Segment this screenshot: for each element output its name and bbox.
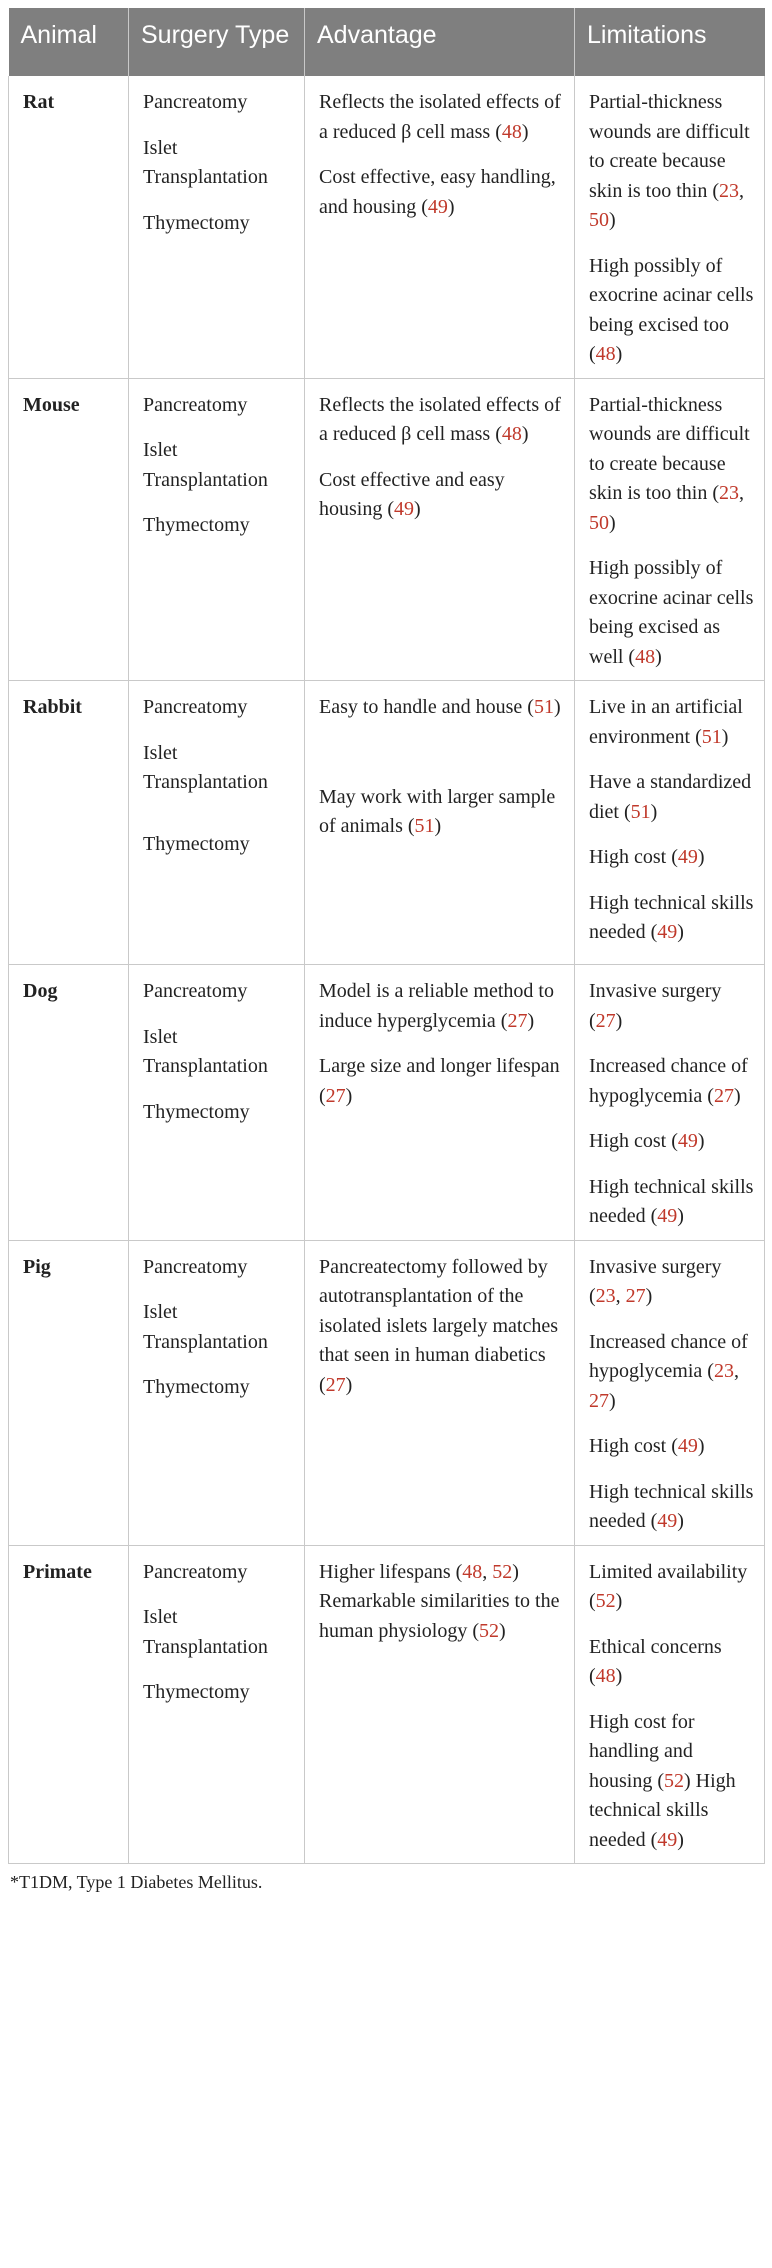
reference-link[interactable]: 51 <box>414 815 435 837</box>
text-segment: ) <box>615 343 623 365</box>
text-segment: ) <box>609 1389 616 1412</box>
table-footnote: *T1DM, Type 1 Diabetes Mellitus. <box>10 1872 263 1892</box>
reference-link[interactable]: 52 <box>664 1769 684 1792</box>
limitation-paragraph <box>589 843 754 873</box>
text-segment: Large size and longer lifespan ( <box>319 1055 560 1107</box>
limitation-paragraph <box>589 1052 754 1111</box>
limitations-cell <box>575 1240 765 1545</box>
animal-surgery-table <box>8 8 765 1864</box>
reference-link[interactable]: 52 <box>492 1560 513 1583</box>
advantage-paragraph <box>319 466 564 525</box>
reference-link[interactable]: 27 <box>713 1084 734 1107</box>
surgery-type-cell <box>129 965 305 1241</box>
reference-link[interactable]: 51 <box>701 725 722 748</box>
text-segment: Pancreatectomy followed by autotransplantation of the isolated islets largely matches that seen in human diabetics ( <box>319 1255 559 1396</box>
surgery-type-item: Pancreatomy <box>143 91 248 113</box>
text-segment: ) <box>499 1619 506 1642</box>
text-segment: Live in an artificial environment ( <box>589 696 743 748</box>
text-segment: ) <box>345 1373 353 1396</box>
reference-link[interactable]: 23 <box>719 482 740 504</box>
text-segment: Increased chance of hypoglycemia ( <box>589 1055 748 1107</box>
text-segment: ) <box>615 1590 623 1612</box>
table-row <box>9 965 765 1241</box>
surgery-type-cell <box>129 1545 305 1864</box>
reference-link[interactable]: 27 <box>507 1009 528 1032</box>
advantage-cell <box>305 965 575 1241</box>
table-row <box>9 378 765 681</box>
text-segment: Higher lifespans ( <box>319 1560 463 1583</box>
surgery-type-cell <box>129 378 305 681</box>
advantage-paragraph <box>319 1052 564 1111</box>
limitation-paragraph <box>589 391 754 539</box>
text-segment: ) <box>677 1828 684 1851</box>
text-segment: Cost effective and easy housing ( <box>319 468 505 520</box>
table-row <box>9 1240 765 1545</box>
text-segment: , <box>482 1560 493 1583</box>
surgery-type-item: Thymectomy <box>143 1681 250 1703</box>
text-segment: , <box>739 179 745 202</box>
text-segment: , <box>733 1360 739 1382</box>
text-segment: Increased chance of hypoglycemia ( <box>589 1330 748 1382</box>
reference-link[interactable]: 52 <box>595 1590 616 1612</box>
advantage-cell <box>305 1240 575 1545</box>
limitations-cell <box>575 681 765 965</box>
surgery-type-item: Thymectomy <box>143 1100 250 1123</box>
text-segment: ) <box>645 1285 653 1307</box>
text-segment: High cost ( <box>589 846 678 868</box>
reference-link[interactable]: 27 <box>325 1084 346 1107</box>
text-segment: ) <box>697 1130 705 1152</box>
text-segment: ) <box>721 725 729 748</box>
limitation-paragraph <box>589 1432 754 1462</box>
advantage-cell <box>305 378 575 681</box>
limitation-paragraph <box>589 1253 754 1312</box>
surgery-type-cell <box>129 1240 305 1545</box>
text-segment: ) <box>733 1084 741 1107</box>
surgery-type-item: Islet Transplantation <box>143 1606 268 1658</box>
limitation-paragraph <box>589 1478 754 1537</box>
text-segment: , <box>739 482 745 504</box>
text-segment: High cost ( <box>589 1130 678 1152</box>
text-segment: Have a standardized diet ( <box>589 771 752 823</box>
table-body <box>9 76 765 1864</box>
advantage-paragraph <box>319 783 564 842</box>
reference-link[interactable]: 48 <box>595 343 616 365</box>
reference-link[interactable]: 49 <box>677 1435 698 1457</box>
surgery-type-item: Pancreatomy <box>143 1560 248 1583</box>
text-segment: High technical skills needed ( <box>589 1480 754 1532</box>
text-segment: ) <box>677 1510 684 1532</box>
advantage-paragraph <box>319 693 564 723</box>
limitation-paragraph <box>589 1127 754 1157</box>
reference-link[interactable]: 48 <box>501 120 522 143</box>
reference-link[interactable]: 48 <box>462 1560 483 1583</box>
text-segment: ) <box>345 1084 353 1107</box>
reference-link[interactable]: 49 <box>427 195 448 218</box>
reference-link[interactable]: 52 <box>479 1619 499 1642</box>
advantage-cell <box>305 76 575 378</box>
limitation-paragraph <box>589 88 754 236</box>
reference-link[interactable]: 51 <box>630 800 651 823</box>
limitation-paragraph <box>589 252 754 370</box>
advantage-paragraph <box>319 1558 564 1647</box>
limitations-cell <box>575 965 765 1241</box>
text-segment: ) <box>609 511 616 534</box>
limitations-cell <box>575 378 765 681</box>
text-segment: ) <box>521 120 529 143</box>
surgery-type-item: Thymectomy <box>143 514 250 536</box>
reference-link[interactable]: 50 <box>589 209 609 231</box>
surgery-type-item: Islet Transplantation <box>143 1301 268 1353</box>
text-segment: Invasive surgery ( <box>589 1255 722 1307</box>
reference-link[interactable]: 23 <box>595 1285 616 1307</box>
text-segment: Reflects the isolated effects of a reduced β cell mass ( <box>319 91 561 143</box>
text-segment: ) <box>650 800 658 823</box>
header-animal: Animal <box>9 8 129 76</box>
text-segment: ) <box>677 921 684 943</box>
surgery-type-item: Thymectomy <box>143 211 250 234</box>
text-segment: ) High technical skills needed ( <box>589 1769 736 1851</box>
animal-cell: Dog <box>9 965 129 1241</box>
header-row <box>9 8 765 76</box>
surgery-type-item: Pancreatomy <box>143 980 248 1002</box>
text-segment: High possibly of exocrine acinar cells being excised as well ( <box>589 557 754 668</box>
surgery-type-item: Pancreatomy <box>143 393 248 416</box>
limitation-paragraph <box>589 1328 754 1417</box>
animal-cell: Rabbit <box>9 681 129 965</box>
text-segment: High cost for handling and housing ( <box>589 1710 695 1792</box>
animal-cell: Rat <box>9 76 129 378</box>
limitation-paragraph <box>589 1633 754 1692</box>
advantage-paragraph <box>319 88 564 147</box>
text-segment: High technical skills needed ( <box>589 1175 754 1227</box>
text-segment: Model is a reliable method to induce hyperglycemia ( <box>319 980 554 1032</box>
text-segment: ) <box>521 423 529 445</box>
surgery-type-item: Pancreatomy <box>143 1255 248 1278</box>
text-segment: ) <box>553 696 561 718</box>
text-segment: High possibly of exocrine acinar cells being excised too ( <box>589 254 754 365</box>
surgery-type-item: Islet Transplantation <box>143 741 268 793</box>
table-container <box>8 8 764 1893</box>
reference-link[interactable]: 49 <box>394 498 414 520</box>
surgery-type-item: Islet Transplantation <box>143 439 268 491</box>
text-segment: High technical skills needed ( <box>589 891 754 943</box>
text-segment: ) <box>609 209 616 231</box>
text-segment: ) <box>697 1435 705 1457</box>
limitation-paragraph <box>589 1173 754 1232</box>
reference-link[interactable]: 27 <box>589 1389 609 1412</box>
animal-cell: Pig <box>9 1240 129 1545</box>
surgery-type-cell <box>129 681 305 965</box>
animal-cell: Mouse <box>9 378 129 681</box>
reference-link[interactable]: 51 <box>533 696 554 718</box>
surgery-type-item: Islet Transplantation <box>143 1025 268 1077</box>
text-segment: May work with larger sample of animals ( <box>319 785 556 837</box>
advantage-cell <box>305 1545 575 1864</box>
surgery-type-item: Thymectomy <box>143 1376 250 1398</box>
reference-link[interactable]: 48 <box>501 423 522 445</box>
reference-link[interactable]: 27 <box>595 1009 616 1032</box>
reference-link[interactable]: 27 <box>625 1285 646 1307</box>
surgery-type-item: Thymectomy <box>143 832 250 855</box>
text-segment: Ethical concerns ( <box>589 1635 722 1687</box>
reference-link[interactable]: 49 <box>677 1130 698 1152</box>
advantage-cell <box>305 681 575 965</box>
text-segment: Easy to handle and house ( <box>319 696 534 718</box>
text-segment: ) Remarkable similarities to the human physiology ( <box>319 1560 560 1642</box>
reference-link[interactable]: 23 <box>719 179 740 202</box>
text-segment: ) <box>697 846 705 868</box>
text-segment: ) <box>655 645 662 668</box>
header-advantage: Advantage <box>305 8 575 76</box>
reference-link[interactable]: 49 <box>677 846 698 868</box>
text-segment: , <box>615 1285 626 1307</box>
text-segment: Invasive surgery ( <box>589 980 722 1032</box>
advantage-paragraph <box>319 977 564 1036</box>
animal-cell: Primate <box>9 1545 129 1864</box>
text-segment: ) <box>527 1009 535 1032</box>
table-header <box>9 8 765 76</box>
text-segment: Cost effective, easy handling, and housing ( <box>319 166 556 218</box>
reference-link[interactable]: 48 <box>635 645 656 668</box>
text-segment: Partial-thickness wounds are difficult to create because skin is too thin ( <box>589 393 750 504</box>
reference-link[interactable]: 23 <box>713 1360 734 1382</box>
limitation-paragraph <box>589 554 754 672</box>
surgery-type-cell <box>129 76 305 378</box>
limitation-paragraph <box>589 1558 754 1617</box>
limitation-paragraph <box>589 889 754 948</box>
reference-link[interactable]: 49 <box>657 1510 678 1532</box>
header-surgery-type: Surgery Type <box>129 8 305 76</box>
text-segment: Limited availability ( <box>589 1560 748 1612</box>
text-segment: ) <box>447 195 455 218</box>
reference-link[interactable]: 27 <box>325 1373 346 1396</box>
limitation-paragraph <box>589 693 754 752</box>
limitation-paragraph <box>589 768 754 827</box>
limitation-paragraph <box>589 1708 754 1856</box>
header-limitations: Limitations <box>575 8 765 76</box>
text-segment: ) <box>434 815 442 837</box>
limitations-cell <box>575 76 765 378</box>
surgery-type-item: Pancreatomy <box>143 696 248 718</box>
text-segment: Reflects the isolated effects of a reduced β cell mass ( <box>319 393 561 445</box>
surgery-type-item: Islet Transplantation <box>143 136 268 188</box>
limitation-paragraph <box>589 977 754 1036</box>
text-segment: ) <box>677 1205 684 1227</box>
table-row <box>9 1545 765 1864</box>
table-row <box>9 76 765 378</box>
limitations-cell <box>575 1545 765 1864</box>
reference-link[interactable]: 48 <box>595 1665 616 1687</box>
text-segment: High cost ( <box>589 1435 678 1457</box>
reference-link[interactable]: 50 <box>589 511 609 534</box>
advantage-paragraph <box>319 1253 564 1401</box>
reference-link[interactable]: 49 <box>657 1205 678 1227</box>
reference-link[interactable]: 49 <box>657 1828 678 1851</box>
text-segment: Partial-thickness wounds are difficult to create because skin is too thin ( <box>589 91 750 202</box>
reference-link[interactable]: 49 <box>657 921 678 943</box>
text-segment: ) <box>615 1009 623 1032</box>
text-segment: ) <box>414 498 421 520</box>
text-segment: ) <box>615 1665 623 1687</box>
table-row <box>9 681 765 965</box>
advantage-paragraph <box>319 391 564 450</box>
advantage-paragraph <box>319 163 564 222</box>
